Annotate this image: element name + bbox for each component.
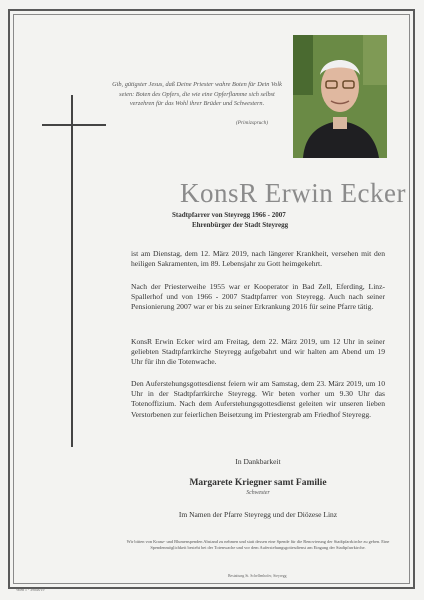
donation-note: Wir bitten von Kranz- und Blumenspenden Abstand zu nehmen und statt dessen eine Spende für die Renovierung der Stadtpfarrkirche zu geben. Eine Spendenmöglichkeit besteht bei der Totenwache und vor dem Auferstehungsgottesdienst am Eingang der Stadtpfarrkirche. xyxy=(126,539,390,551)
deceased-title-2: Ehrenbürger der Stadt Steyregg xyxy=(192,221,289,229)
paragraph-wake: KonsR Erwin Ecker wird am Freitag, dem 22. März 2019, um 12 Uhr in seiner geliebten Stadtpfarrkirche Steyregg aufgebahrt und wir halten am Abend um 19 Uhr für ihn die Totenwache. xyxy=(131,337,385,367)
cross-vertical xyxy=(71,95,73,447)
parish-line: Im Namen der Pfarre Steyregg und der Diözese Linz xyxy=(178,510,338,519)
printer-imprint: Bestattung St. Schellenhofer, Steyregg xyxy=(228,574,287,578)
paragraph-death: ist am Dienstag, dem 12. März 2019, nach längerer Krankheit, versehen mit den heiligen Sakramenten, im 89. Lebensjahr zu Gott heimgekehrt. xyxy=(131,249,385,269)
family-relation: Schwester xyxy=(246,490,270,496)
deceased-title-1: Stadtpfarrer von Steyregg 1966 - 2007 xyxy=(172,211,286,219)
deceased-name: KonsR Erwin Ecker xyxy=(180,178,406,208)
print-code: Wien 1 - 39048/19 xyxy=(16,588,45,592)
quote-source: (Primizspruch) xyxy=(236,120,269,126)
quote-text: Gib, gütigster Jesus, daß Deine Priester wahre Boten für Dein Volk seien: Boten des Opfers, die wie eine Opferflamme sich selbst verzehren für das Wohl ihrer Brüder und Schwestern. xyxy=(112,81,282,108)
thanks-line: In Dankbarkeit xyxy=(235,457,281,466)
portrait-photo xyxy=(293,35,387,158)
paragraph-career: Nach der Priesterweihe 1955 war er Kooperator in Bad Zell, Eferding, Linz-Spallerhof und von 1966 - 2007 Stadtpfarrer von Steyregg. Auch nach seiner Pensionierung 2007 war er bis zu seiner Erkrankung 2016 für seine Pfarre tätig. xyxy=(131,282,385,312)
paragraph-funeral: Den Auferstehungsgottesdienst feiern wir am Samstag, dem 23. März 2019, um 10 Uhr in der Stadtpfarrkirche Steyregg. Wir beten vorher um 9.30 Uhr das Totenoffizium. Nach dem Auferstehungsgottesdienst geleiten wir unseren lieben Verstorbenen zur feierlichen Beisetzung im Priestergrab am Friedhof Steyregg. xyxy=(131,379,385,419)
cross-horizontal xyxy=(42,124,106,126)
family-name: Margarete Kriegner samt Familie xyxy=(189,478,327,488)
